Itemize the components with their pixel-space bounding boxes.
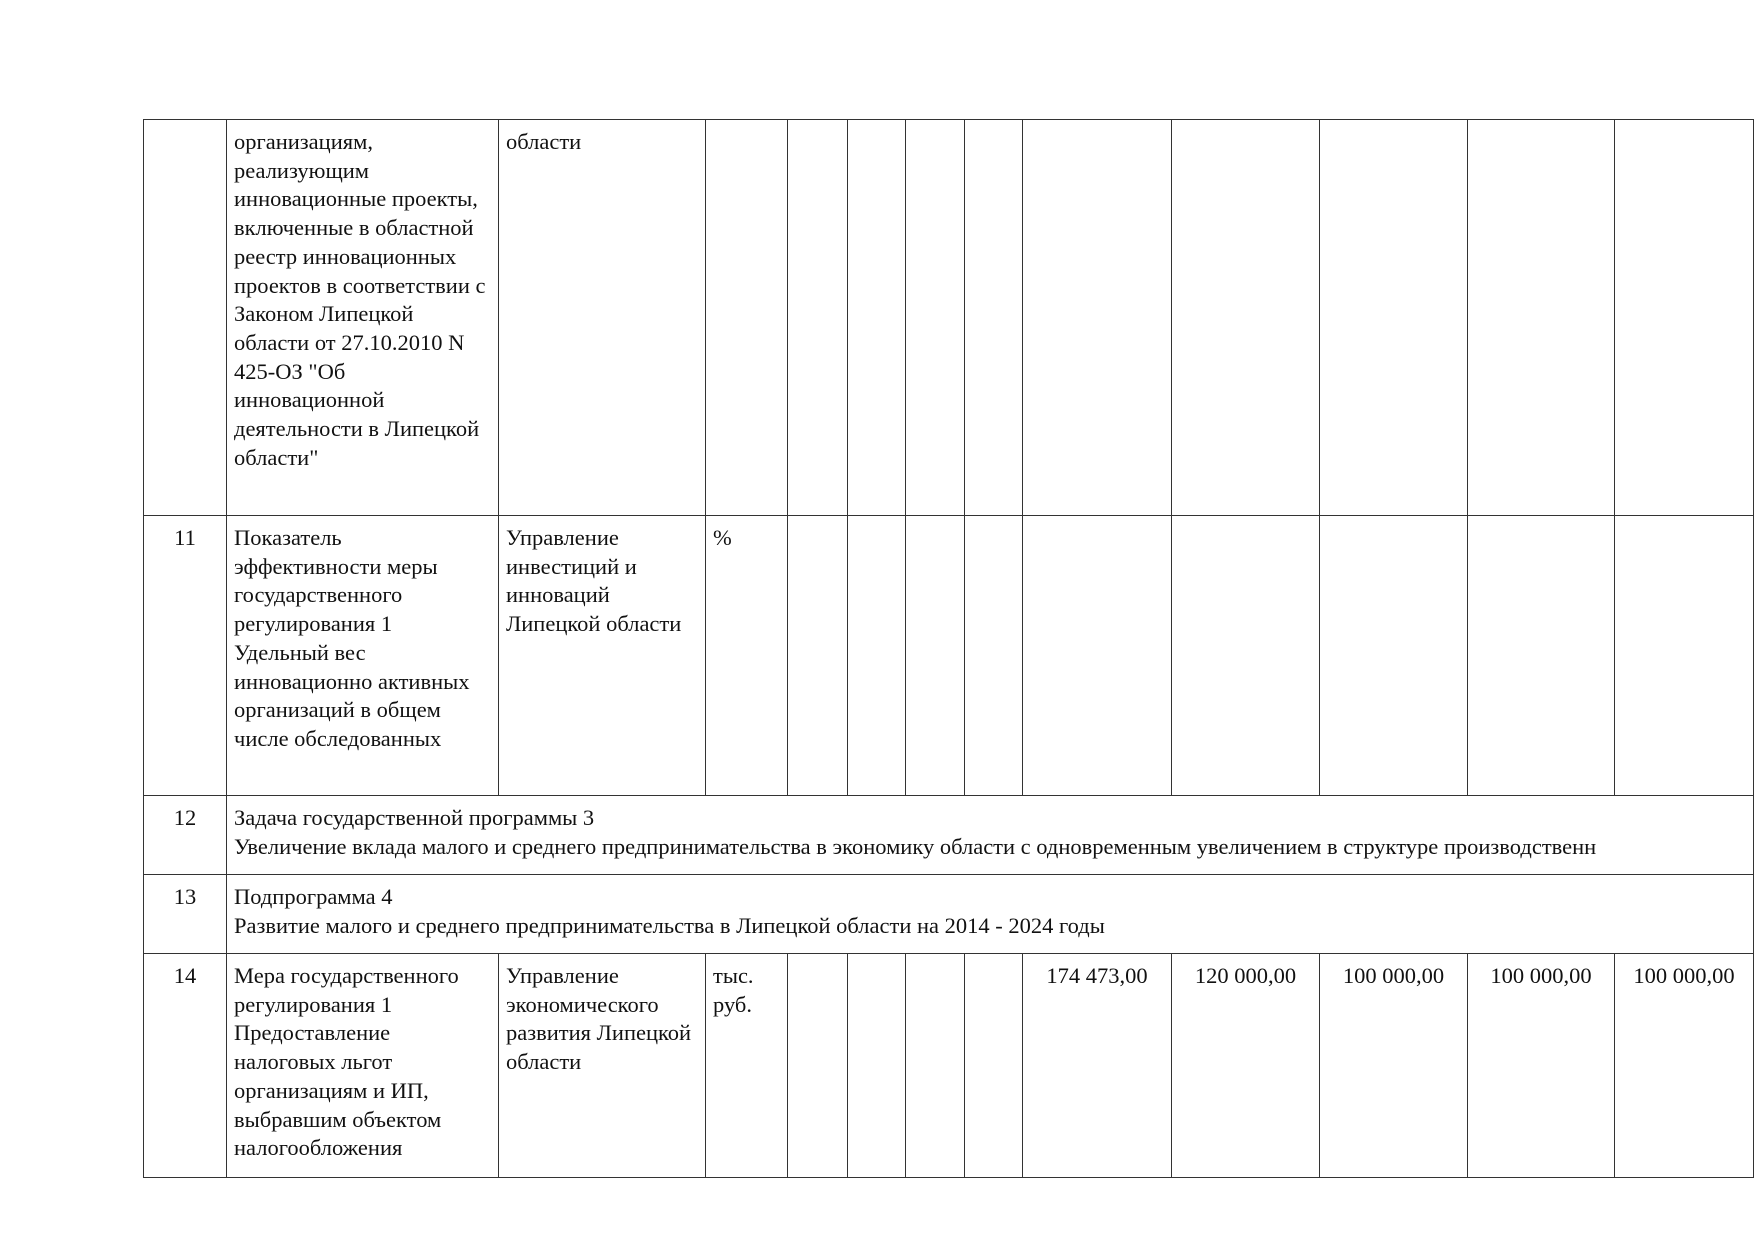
value-cell: [1023, 120, 1172, 516]
unit: %: [706, 516, 788, 796]
section-cell: [227, 796, 1754, 875]
executor: области: [499, 120, 706, 516]
value-cell: [906, 120, 965, 516]
value-cell: [1468, 120, 1615, 516]
row-number: 14: [144, 954, 227, 1178]
measure-name: организациям, реализующим инновационные проекты, включенные в областной реестр инновационных проектов в соответствии с Законом Липецкой области от 27.10.2010 N 425-ОЗ "Об инновационной деятельности в Липецкой области": [227, 120, 499, 516]
value-cell: 100 000,00: [1468, 954, 1615, 1178]
section-cell: [227, 875, 1754, 954]
measure-name: Показатель эффективности меры государственного регулирования 1 Удельный вес инновационно активных организаций в общем числе обследованных: [227, 516, 499, 796]
row-number: 13: [144, 875, 227, 954]
value-cell: 100 000,00: [1320, 954, 1468, 1178]
unit: [706, 120, 788, 516]
value-cell: [906, 954, 965, 1178]
table-row: [144, 516, 1754, 796]
value-cell: [788, 516, 848, 796]
value-cell: 120 000,00: [1172, 954, 1320, 1178]
executor: Управление экономического развития Липецкой области: [499, 954, 706, 1178]
value-cell: [848, 120, 906, 516]
value-cell: [1615, 120, 1754, 516]
measure-name: Мера государственного регулирования 1 Предоставление налоговых льгот организациям и ИП, выбравшим объектом налогообложения: [227, 954, 499, 1178]
table-row-section: [144, 796, 1754, 875]
value-cell: 174 473,00: [1023, 954, 1172, 1178]
value-cell: [965, 516, 1023, 796]
value-cell: [848, 954, 906, 1178]
value-cell: [1172, 120, 1320, 516]
section-text: Развитие малого и среднего предпринимательства в Липецкой области на 2014 - 2024 годы: [234, 912, 1105, 938]
value-cell: [1023, 516, 1172, 796]
value-cell: [1320, 120, 1468, 516]
table-row: [144, 120, 1754, 516]
unit: тыс. руб.: [706, 954, 788, 1178]
section-title: Подпрограмма 4: [234, 884, 393, 909]
value-cell: [788, 954, 848, 1178]
value-cell: [965, 954, 1023, 1178]
row-number: [144, 120, 227, 516]
value-cell: [1320, 516, 1468, 796]
section-title: Задача государственной программы 3: [234, 805, 595, 830]
row-number: 11: [144, 516, 227, 796]
value-cell: [1468, 516, 1615, 796]
row-number: 12: [144, 796, 227, 875]
executor: Управление инвестиций и инноваций Липецкой области: [499, 516, 706, 796]
value-cell: [906, 516, 965, 796]
indicators-table: [143, 119, 1754, 1178]
value-cell: [965, 120, 1023, 516]
value-cell: [788, 120, 848, 516]
section-text: Увеличение вклада малого и среднего предпринимательства в экономику области с одновременным увеличением в структуре производственн: [234, 833, 1597, 859]
table-row: [144, 954, 1754, 1178]
table-row-section: [144, 875, 1754, 954]
value-cell: 100 000,00: [1615, 954, 1754, 1178]
value-cell: [848, 516, 906, 796]
value-cell: [1172, 516, 1320, 796]
value-cell: [1615, 516, 1754, 796]
